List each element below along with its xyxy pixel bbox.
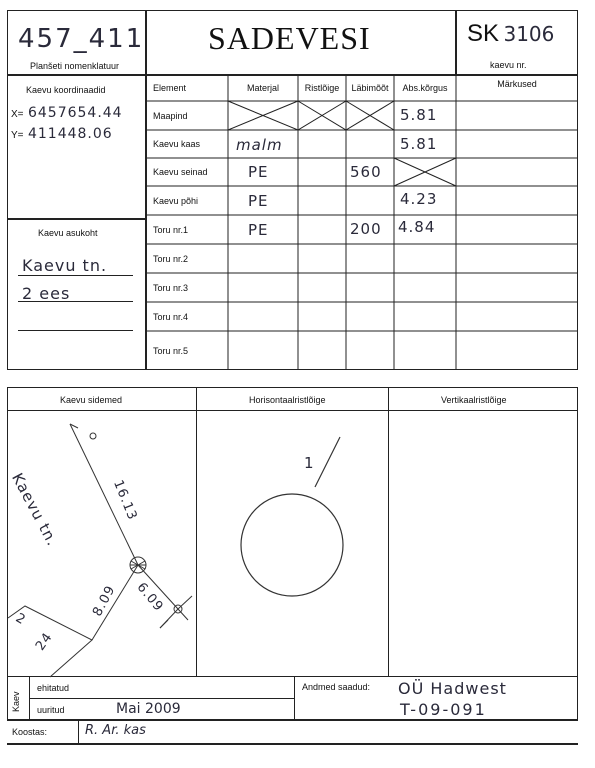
cell-height: 4.84 bbox=[398, 218, 436, 236]
col-header-cross: Ristlõige bbox=[304, 82, 340, 93]
pipe-line bbox=[315, 437, 340, 487]
col-header-material: Materjal bbox=[246, 82, 279, 93]
reference-point-icon bbox=[90, 433, 96, 439]
cell-diameter: 200 bbox=[350, 220, 382, 238]
location-line2: 2 ees bbox=[22, 284, 71, 303]
diagram-col-vertical: Vertikaalristlõige bbox=[441, 395, 507, 405]
col-header-height: Abs.kõrgus bbox=[402, 82, 448, 93]
built-label: ehitatud bbox=[37, 683, 70, 693]
row-element: Toru nr.3 bbox=[153, 282, 189, 293]
distance-label: 16.13 bbox=[110, 478, 140, 523]
row-element: Toru nr.1 bbox=[153, 224, 189, 235]
y-coordinate: Y= 411448.06 bbox=[11, 126, 113, 142]
manhole-cross-section bbox=[241, 494, 343, 596]
document-title: SADEVESI bbox=[208, 20, 371, 56]
row-element: Kaevu kaas bbox=[153, 139, 201, 149]
side-label: Kaev bbox=[11, 691, 21, 712]
row-element: Kaevu põhi bbox=[153, 195, 199, 206]
cell-material: malm bbox=[236, 136, 283, 154]
col-header-element: Element bbox=[153, 82, 187, 93]
diagram-col-sidemed: Kaevu sidemed bbox=[60, 395, 123, 405]
author-value: R. Ar. kas bbox=[85, 723, 146, 738]
surveyed-value: Mai 2009 bbox=[116, 701, 181, 717]
cell-height: 5.81 bbox=[400, 106, 438, 124]
row-element: Toru nr.2 bbox=[153, 253, 189, 264]
x-coordinate: X= 6457654.44 bbox=[11, 105, 123, 121]
cell-material: PE bbox=[248, 221, 269, 239]
surveyed-label: uuritud bbox=[37, 705, 65, 715]
data-source-ref: T-09-091 bbox=[400, 700, 487, 719]
sheet-number: 457_411 bbox=[18, 24, 145, 54]
distance-label: 8.09 bbox=[90, 582, 119, 620]
cell-material: PE bbox=[248, 163, 269, 181]
data-source-value: OÜ Hadwest bbox=[398, 679, 507, 698]
cell-height: 4.23 bbox=[400, 190, 438, 208]
diagram-col-horizontal: Horisontaalristlõige bbox=[249, 395, 326, 405]
well-prefix: SK bbox=[467, 20, 500, 47]
well-number: 3106 bbox=[503, 22, 555, 46]
well-label: kaevu nr. bbox=[490, 60, 527, 70]
building-distance: 24 bbox=[33, 629, 56, 654]
row-element: Kaevu seinad bbox=[153, 167, 208, 177]
data-source-label: Andmed saadud: bbox=[302, 682, 371, 692]
street-label: Kaevu tn. bbox=[8, 470, 62, 550]
row-element: Toru nr.4 bbox=[153, 311, 189, 322]
distance-label: 6.09 bbox=[133, 580, 167, 615]
cell-height: 5.81 bbox=[400, 135, 438, 153]
sheet-label: Planšeti nomenklatuur bbox=[30, 61, 120, 71]
cell-material: PE bbox=[248, 192, 269, 210]
location-label: Kaevu asukoht bbox=[38, 228, 98, 238]
building-label: 2 bbox=[12, 610, 29, 629]
col-header-diameter: Läbimõõt bbox=[351, 82, 389, 93]
row-element: Maapind bbox=[153, 110, 188, 121]
coordinates-label: Kaevu koordinaadid bbox=[26, 85, 106, 95]
cell-diameter: 560 bbox=[350, 163, 382, 181]
col-header-notes: Märkused bbox=[497, 79, 537, 89]
author-label: Koostas: bbox=[12, 727, 48, 737]
pipe-number: 1 bbox=[304, 454, 315, 472]
location-line1: Kaevu tn. bbox=[22, 256, 108, 275]
row-element: Toru nr.5 bbox=[153, 345, 189, 356]
